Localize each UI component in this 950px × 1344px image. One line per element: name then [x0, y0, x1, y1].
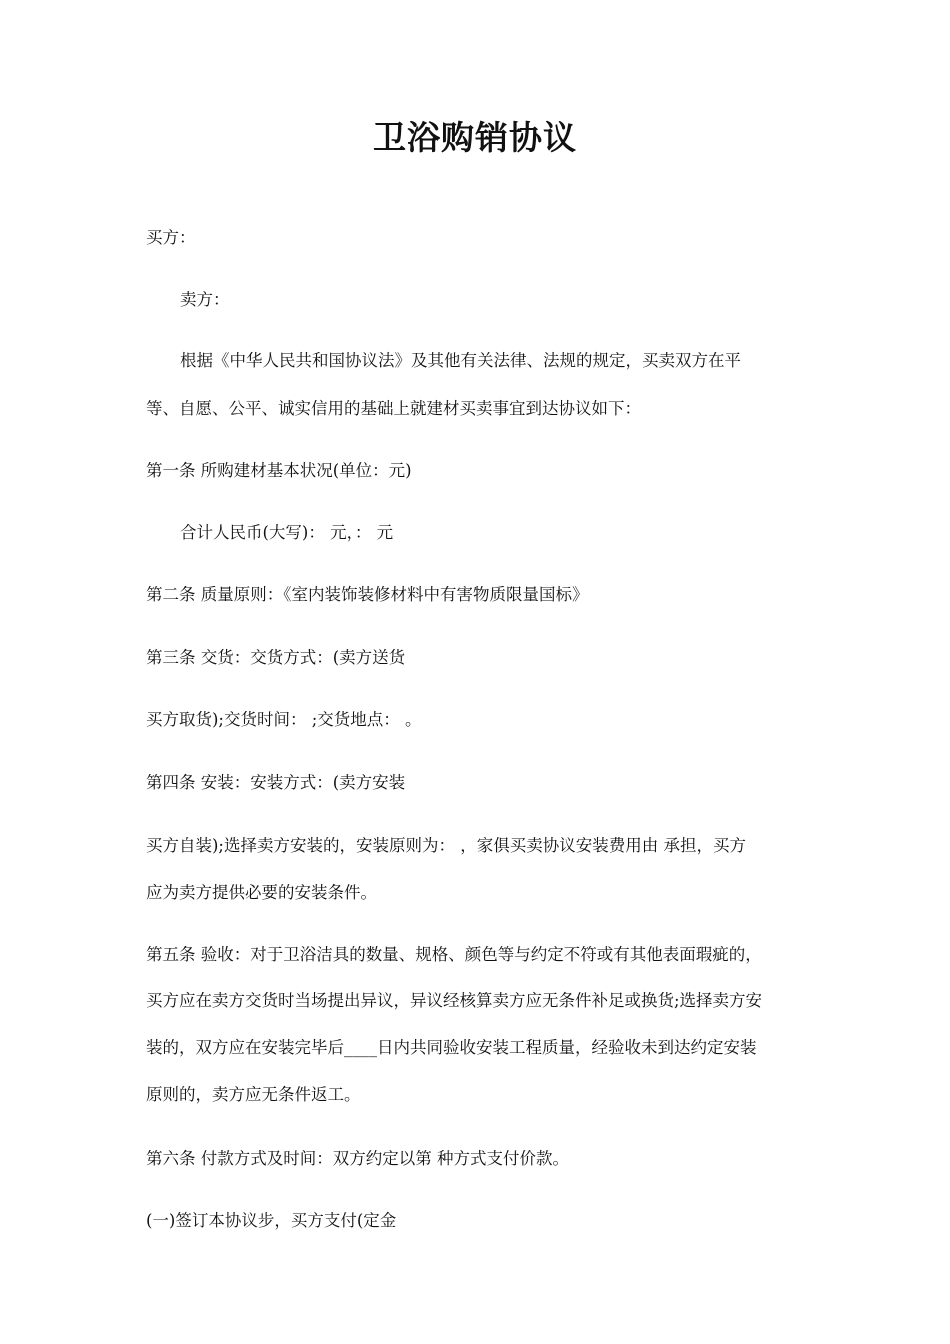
text-line: 装的，双方应在安装完毕后____日内共同验收安装工程质量，经验收未到达约定安装	[146, 1038, 757, 1057]
text-line: 买方自装);选择卖方安装的，安装原则为： ，家俱买卖协议安装费用由 承担，买方	[146, 836, 746, 855]
text-line: 第三条 交货：交货方式：(卖方送货	[146, 648, 406, 667]
text-line-buyer: 买方：	[146, 228, 196, 247]
text-line: 合计人民币(大写)： 元，： 元	[180, 523, 394, 542]
text-line: 第六条 付款方式及时间：双方约定以第 种方式支付价款。	[146, 1149, 569, 1168]
text-line: 原则的，卖方应无条件返工。	[146, 1085, 361, 1104]
text-line: 等、自愿、公平、诚实信用的基础上就建材买卖事宜到达协议如下：	[146, 399, 641, 418]
text-line: 买方取货);交货时间： ;交货地点： 。	[146, 710, 422, 729]
text-line: 应为卖方提供必要的安装条件。	[146, 883, 377, 902]
text-line: 第五条 验收：对于卫浴洁具的数量、规格、颜色等与约定不符或有其他表面瑕疵的，	[146, 945, 762, 964]
page-title: 卫浴购销协议	[373, 118, 577, 157]
text-line-seller: 卖方：	[180, 290, 230, 309]
text-line: 第四条 安装：安装方式：(卖方安装	[146, 773, 406, 792]
text-line: (一)签订本协议步，买方支付(定金	[146, 1211, 397, 1230]
text-line: 第一条 所购建材基本状况(单位：元)	[146, 461, 412, 480]
text-line: 买方应在卖方交货时当场提出异议，异议经核算卖方应无条件补足或换货;选择卖方安	[146, 991, 763, 1010]
text-line: 根据《中华人民共和国协议法》及其他有关法律、法规的规定，买卖双方在平	[180, 351, 741, 370]
text-line: 第二条 质量原则：《室内装饰装修材料中有害物质限量国标》	[146, 585, 589, 604]
